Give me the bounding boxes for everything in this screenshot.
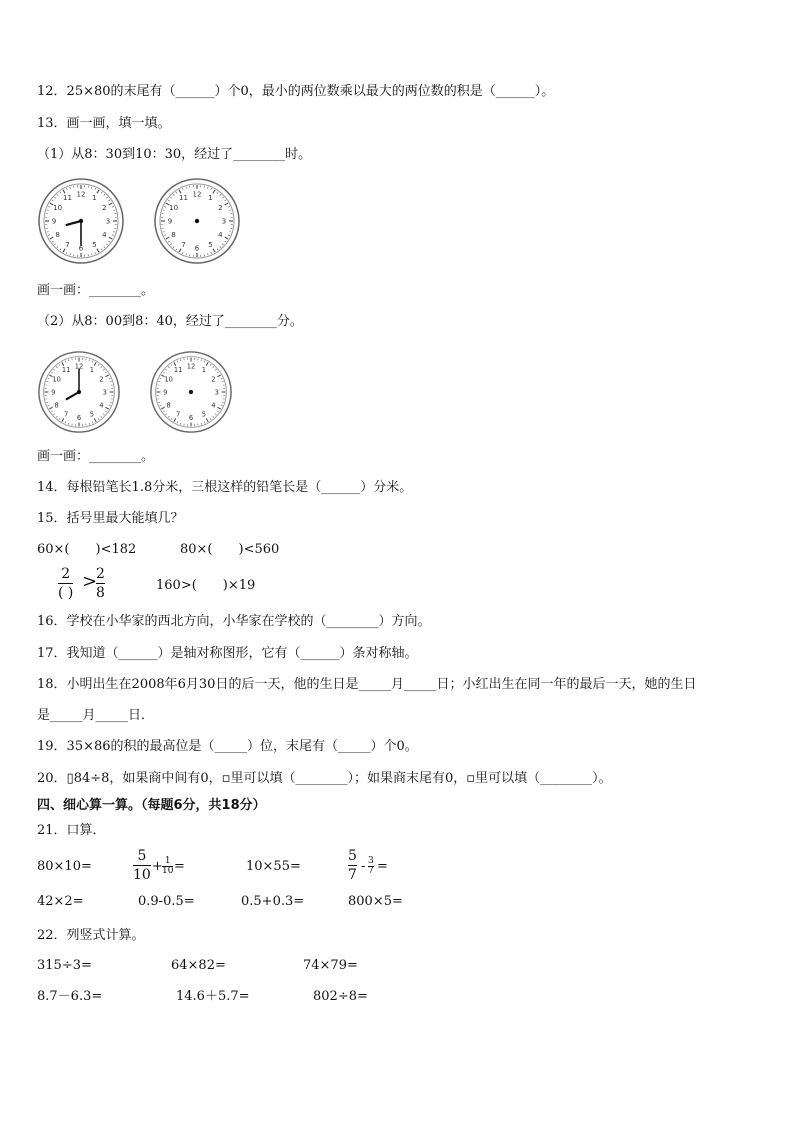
clock-numeral: 5 xyxy=(92,240,97,249)
fraction-bar xyxy=(96,583,105,584)
clock-numeral: 3 xyxy=(105,217,111,226)
clock-numeral: 10 xyxy=(169,204,179,212)
clock-numeral: 3 xyxy=(214,388,219,397)
q16: 16．学校在小华家的西北方向，小华家在学校的（________）方向。 xyxy=(37,614,431,629)
q22-r2b: 14.6＋5.7= xyxy=(176,989,250,1004)
clock-numeral: 11 xyxy=(63,194,72,203)
clock-numeral: 10 xyxy=(53,204,63,212)
q13-title: 13．画一画，填一填。 xyxy=(37,116,171,131)
q21-r1d-minus: - xyxy=(361,859,366,874)
fraction-bar xyxy=(133,865,151,866)
clock-numeral: 7 xyxy=(65,240,70,249)
q14: 14．每根铅笔长1.8分米，三根这样的铅笔长是（______）分米。 xyxy=(37,480,413,495)
q21-title: 21．口算． xyxy=(37,823,106,838)
q22-r1b: 64×82= xyxy=(171,958,226,973)
q21-r1d-den: 7 xyxy=(348,867,357,883)
q18-line1: 18．小明出生在2008年6月30日的后一天，他的生日是_____月_____日；小红出生在同一年的最后一天，她的生日 xyxy=(37,677,697,692)
q15-c-num2: 2 xyxy=(96,566,105,582)
q21-r2a: 42×2= xyxy=(37,894,84,909)
q21-r1d-sden: 7 xyxy=(368,866,374,876)
section-4-heading: 四、细心算一算。（每题6分，共18分） xyxy=(37,798,266,813)
q15-b: 80×( )<560 xyxy=(180,542,280,557)
q21-r1b-eq: = xyxy=(174,859,185,874)
q21-r1d-eq: = xyxy=(377,859,388,874)
clock-numeral: 3 xyxy=(102,388,107,397)
clock-numeral: 4 xyxy=(102,231,107,239)
clock-numeral: 2 xyxy=(102,204,107,212)
clock-numeral: 8 xyxy=(55,231,60,239)
clock-numeral: 3 xyxy=(221,217,227,226)
q21-r2c: 0.5+0.3= xyxy=(241,894,305,909)
clock-numeral: 11 xyxy=(173,366,183,375)
q22-r1a: 315÷3= xyxy=(37,958,92,973)
q19: 19．35×86的积的最高位是（_____）位，末尾有（_____）个0。 xyxy=(37,739,418,754)
q21-r1b-den: 10 xyxy=(133,867,151,883)
q22-r2a: 8.7－6.3= xyxy=(37,989,103,1004)
clock-numeral: 4 xyxy=(99,401,104,410)
clock-numeral: 9 xyxy=(163,388,168,397)
clock-numeral: 4 xyxy=(211,401,216,410)
clock-3 xyxy=(37,350,121,434)
clock-numeral: 2 xyxy=(218,204,223,212)
q21-r1a: 80×10= xyxy=(37,859,92,874)
q15-c-num: 2 xyxy=(61,566,71,582)
clock-center xyxy=(77,390,81,394)
q22-r1c: 74×79= xyxy=(303,958,358,973)
clock-4 xyxy=(149,350,233,434)
clock-numeral: 1 xyxy=(208,194,213,203)
clock-numeral: 12 xyxy=(76,190,86,199)
clock-numeral: 5 xyxy=(208,240,213,249)
q22-r2c: 802÷8= xyxy=(313,989,368,1004)
clock-numeral: 7 xyxy=(175,410,181,419)
q21-r2b: 0.9-0.5= xyxy=(138,894,195,909)
clock-numeral: 8 xyxy=(166,401,171,410)
q22-title: 22．列竖式计算。 xyxy=(37,928,145,943)
clock-numeral: 5 xyxy=(201,410,207,419)
q15-c-op: > xyxy=(82,571,98,592)
clock-numeral: 6 xyxy=(188,414,194,423)
clock-numeral: 10 xyxy=(52,375,61,384)
q15-c-den2: 8 xyxy=(96,585,105,601)
clock-numeral: 12 xyxy=(74,362,84,371)
clock-numeral: 1 xyxy=(89,366,95,375)
q21-r2d: 800×5= xyxy=(348,894,403,909)
q21-r1b-frac xyxy=(133,848,151,883)
q15-title: 15．括号里最大能填几？ xyxy=(37,511,184,526)
clock-numeral: 9 xyxy=(51,217,57,226)
q15-c-frac1 xyxy=(58,566,73,601)
clock-numeral: 5 xyxy=(89,410,95,419)
clock-numeral: 11 xyxy=(61,366,71,375)
q15-c-den: ( ) xyxy=(58,585,74,601)
clock-center xyxy=(195,219,199,223)
clock-numeral: 7 xyxy=(181,240,186,249)
q12: 12．25×80的末尾有（______）个0，最小的两位数乘以最大的两位数的积是（______）。 xyxy=(37,84,555,99)
clock-numeral: 9 xyxy=(51,388,56,397)
clock-numeral: 2 xyxy=(99,375,104,384)
clock-numeral: 10 xyxy=(164,375,173,384)
clock-center xyxy=(189,390,193,394)
q21-r1d-snum: 3 xyxy=(368,856,374,866)
q21-r1b-sden: 10 xyxy=(162,866,174,876)
q21-r1b-plus: + xyxy=(152,859,163,874)
q21-r1b-num: 5 xyxy=(137,848,147,864)
q13-draw2: 画一画：________。 xyxy=(37,449,155,464)
q21-r1c: 10×55= xyxy=(246,859,301,874)
clock-numeral: 6 xyxy=(76,414,82,423)
q21-r1d-frac xyxy=(348,848,357,883)
fraction-bar xyxy=(348,865,357,866)
clock-numeral: 2 xyxy=(211,375,216,384)
q18-line2: 是_____月_____日． xyxy=(37,708,155,723)
q13-part2: （2）从8：00到8：40，经过了________分。 xyxy=(37,314,303,329)
q21-r1d-num: 5 xyxy=(348,848,357,864)
clock-numeral: 12 xyxy=(186,362,196,371)
clock-numeral: 6 xyxy=(194,244,200,253)
fraction-bar xyxy=(58,583,73,584)
q21-r1b-snum: 1 xyxy=(164,856,171,866)
clock-numeral: 1 xyxy=(201,366,207,375)
q15-d: 160>( )×19 xyxy=(156,578,256,593)
clock-1 xyxy=(37,177,125,265)
q21-r1d-small-frac xyxy=(368,857,374,876)
clock-numeral: 8 xyxy=(171,231,176,239)
clock-numeral: 12 xyxy=(192,190,202,199)
q17: 17．我知道（______）是轴对称图形，它有（______）条对称轴。 xyxy=(37,646,418,661)
clock-numeral: 6 xyxy=(78,244,84,253)
clock-numeral: 7 xyxy=(63,410,69,419)
q13-draw1: 画一画：________。 xyxy=(37,283,155,298)
clock-numeral: 9 xyxy=(167,217,173,226)
clock-numeral: 1 xyxy=(92,194,97,203)
clock-2 xyxy=(153,177,241,265)
q13-part1: （1）从8：30到10：30，经过了________时。 xyxy=(37,147,312,162)
q20: 20．▯84÷8，如果商中间有0，▫里可以填（________）；如果商末尾有0，▫里可以填（________）。 xyxy=(37,771,612,786)
q15-a: 60×( )<182 xyxy=(37,542,137,557)
q15-c-frac2 xyxy=(96,566,105,601)
clock-numeral: 8 xyxy=(54,401,59,410)
clock-center xyxy=(79,219,83,223)
clock-numeral: 4 xyxy=(218,231,223,239)
q21-r1b-small-frac xyxy=(162,857,173,876)
clock-numeral: 11 xyxy=(179,194,188,203)
